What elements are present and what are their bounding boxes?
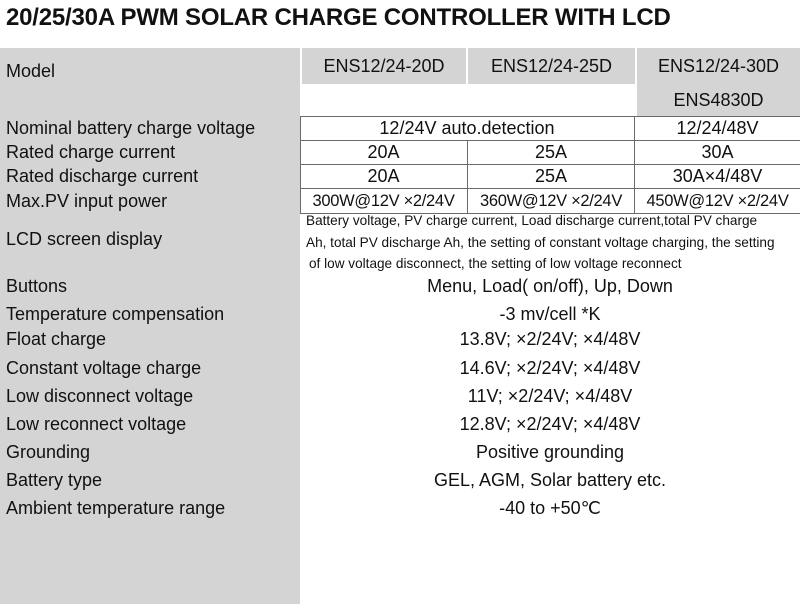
- low-reconnect-voltage-label: Low reconnect voltage: [6, 414, 187, 434]
- model-label: Model: [6, 61, 56, 81]
- rated-discharge-current-value-1: 20A: [367, 166, 400, 186]
- rated-charge-current-label: Rated charge current: [6, 142, 176, 162]
- ambient-temperature-label: Ambient temperature range: [6, 498, 226, 518]
- model-header-3: ENS12/24-30D: [637, 48, 800, 84]
- lcd-display-line-1: Battery voltage, PV charge current, Load discharge current,total PV charge: [306, 213, 758, 228]
- buttons-value: Menu, Load( on/off), Up, Down: [427, 276, 673, 296]
- ambient-temperature-value: -40 to +50℃: [499, 498, 601, 518]
- constant-voltage-charge-value: 14.6V; ×2/24V; ×4/48V: [459, 358, 641, 378]
- float-charge-label: Float charge: [6, 329, 107, 349]
- row-divider: [300, 164, 800, 165]
- max-pv-power-value-2: 360W@12V ×2/24V: [479, 192, 623, 210]
- model-header-2: ENS12/24-25D: [468, 48, 635, 84]
- max-pv-power-value-3: 450W@12V ×2/24V: [646, 192, 789, 210]
- rated-charge-current-value-1: 20A: [367, 142, 400, 162]
- rated-charge-current-value-3: 30A: [701, 142, 734, 162]
- low-reconnect-voltage-value: 12.8V; ×2/24V; ×4/48V: [459, 414, 641, 434]
- float-charge-value: 13.8V; ×2/24V; ×4/48V: [459, 329, 641, 349]
- lcd-display-line-2: Ah, total PV discharge Ah, the setting of constant voltage charging, the setting: [306, 235, 775, 250]
- max-pv-power-label: Max.PV input power: [6, 191, 168, 211]
- rated-discharge-current-value-3: 30A×4/48V: [672, 166, 763, 186]
- low-disconnect-voltage-value: 11V; ×2/24V; ×4/48V: [467, 386, 633, 406]
- battery-type-label: Battery type: [6, 470, 103, 490]
- buttons-label: Buttons: [6, 276, 68, 296]
- grounding-label: Grounding: [6, 442, 91, 462]
- row-divider: [300, 116, 800, 117]
- constant-voltage-charge-label: Constant voltage charge: [6, 358, 202, 378]
- nominal-voltage-value-12: 12/24V auto.detection: [379, 118, 555, 138]
- rated-discharge-current-label: Rated discharge current: [6, 166, 199, 186]
- grounding-value: Positive grounding: [475, 442, 625, 462]
- rated-charge-current-value-2: 25A: [534, 142, 568, 162]
- nominal-voltage-label: Nominal battery charge voltage: [6, 118, 256, 138]
- lcd-display-label: LCD screen display: [6, 229, 163, 249]
- temperature-compensation-label: Temperature compensation: [6, 304, 225, 324]
- lcd-display-line-3: of low voltage disconnect, the setting of low voltage reconnect: [309, 256, 682, 271]
- max-pv-power-value-1: 300W@12V ×2/24V: [312, 192, 455, 210]
- rated-discharge-current-value-2: 25A: [534, 166, 568, 186]
- low-disconnect-voltage-label: Low disconnect voltage: [6, 386, 194, 406]
- battery-type-value: GEL, AGM, Solar battery etc.: [433, 470, 667, 490]
- temperature-compensation-value: -3 mv/cell *K: [499, 304, 601, 324]
- model-header-1: ENS12/24-20D: [302, 48, 466, 84]
- row-divider: [300, 188, 800, 189]
- nominal-voltage-value-3: 12/24/48V: [676, 118, 759, 138]
- page-title: 20/25/30A PWM SOLAR CHARGE CONTROLLER WITH LCD: [6, 4, 671, 31]
- row-divider: [300, 140, 800, 141]
- model-header-3-alt: ENS4830D: [637, 84, 800, 116]
